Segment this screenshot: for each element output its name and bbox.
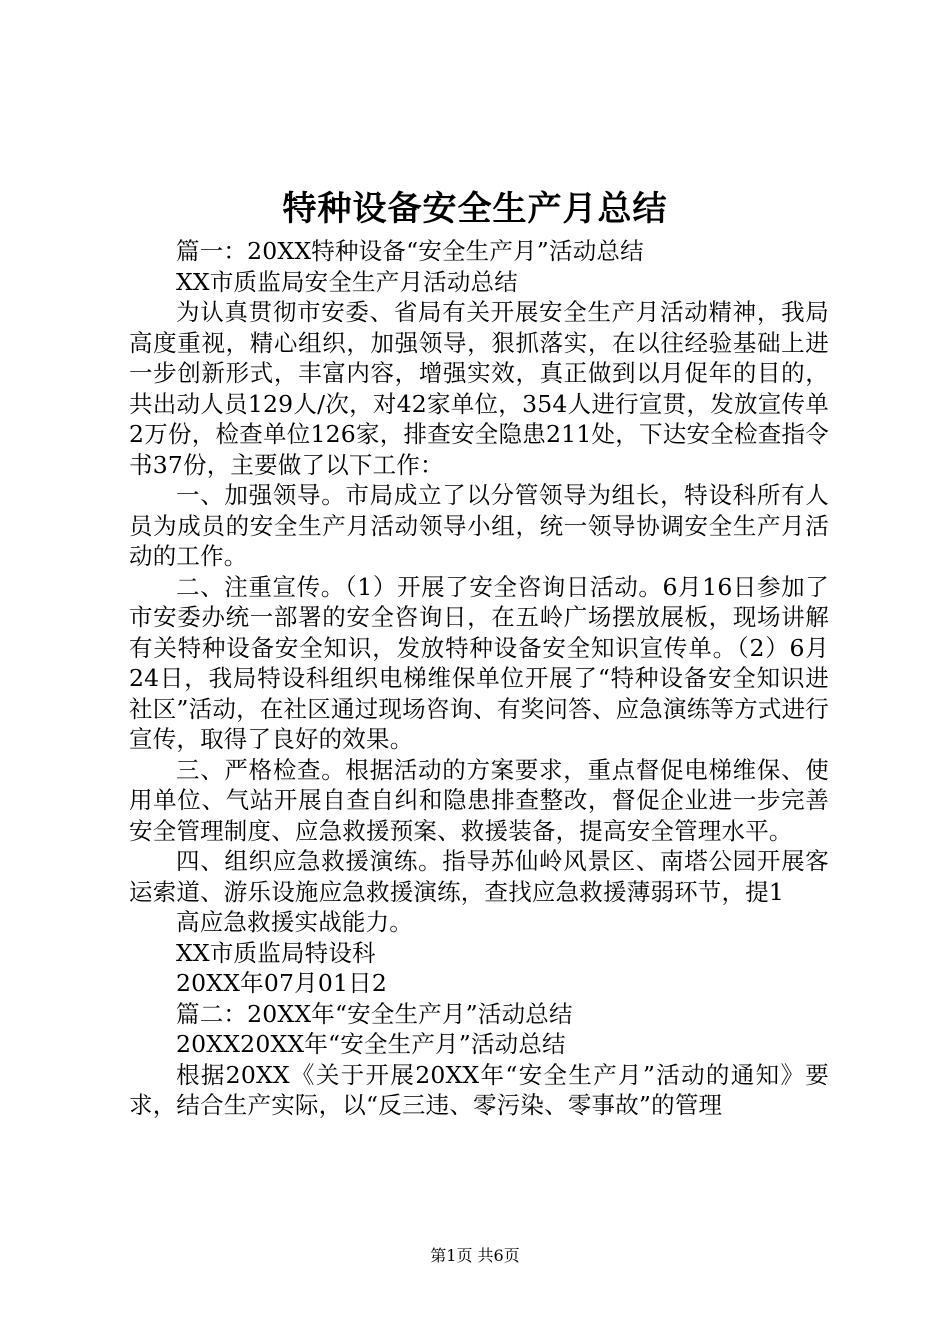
document-title: 特种设备安全生产月总结 bbox=[282, 189, 668, 229]
paragraph: 二、注重宣传。（1）开展了安全咨询日活动。6月16日参加了市安委办统一部署的安全咨询日，在五岭广场摆放展板，现场讲解有关特种设备安全知识，发放特种设备安全知识宣传单。（2）6月24日，我局特设科组织电梯维保单位开展了“特种设备安全知识进社区”活动，在社区通过现场咨询、有奖问答、应急演练等方式进行宣传，取得了良好的效果。 bbox=[129, 572, 829, 753]
paragraph: 三、严格检查。根据活动的方案要求，重点督促电梯维保、使用单位、气站开展自查自纠和隐患排查整改，督促企业进一步完善安全管理制度、应急救援预案、救援装备，提高安全管理水平。 bbox=[129, 755, 829, 845]
paragraph: 20XX20XX年“安全生产月”活动总结 bbox=[176, 1030, 566, 1058]
paragraph: XX市质监局安全生产月活动总结 bbox=[176, 267, 518, 296]
paragraph: 根据20XX《关于开展20XX年“安全生产月”活动的通知》要求，结合生产实际，以“反三违、零污染、零事故”的管理 bbox=[129, 1060, 829, 1119]
paragraph: 篇二：20XX年“安全生产月”活动总结 bbox=[176, 999, 573, 1028]
document-body bbox=[129, 236, 829, 1121]
paragraph: XX市质监局特设科 bbox=[176, 938, 376, 967]
paragraph: 20XX年07月01日2 bbox=[176, 969, 388, 997]
page-footer: 第1页 共6页 bbox=[430, 1246, 520, 1265]
paragraph: 为认真贯彻市安委、省局有关开展安全生产月活动精神，我局高度重视，精心组织，加强领导，狠抓落实，在以往经验基础上进一步创新形式，丰富内容，增强实效，真正做到以月促年的目的，共出动人员129人/次，对42家单位，354人进行宣贯，发放宣传单2万份，检查单位126家，排查安全隐患211处，下达安全检查指令书37份，主要做了以下工作： bbox=[129, 298, 829, 479]
paragraph: 高应急救援实战能力。 bbox=[176, 908, 413, 936]
paragraph: 篇一：20XX特种设备“安全生产月”活动总结 bbox=[176, 237, 644, 265]
paragraph: 四、组织应急救援演练。指导苏仙岭风景区、南塔公园开展客运索道、游乐设施应急救援演练，查找应急救援薄弱环节，提1 bbox=[129, 847, 829, 906]
paragraph: 一、加强领导。市局成立了以分管领导为组长，特设科所有人员为成员的安全生产月活动领导小组，统一领导协调安全生产月活动的工作。 bbox=[129, 481, 829, 570]
